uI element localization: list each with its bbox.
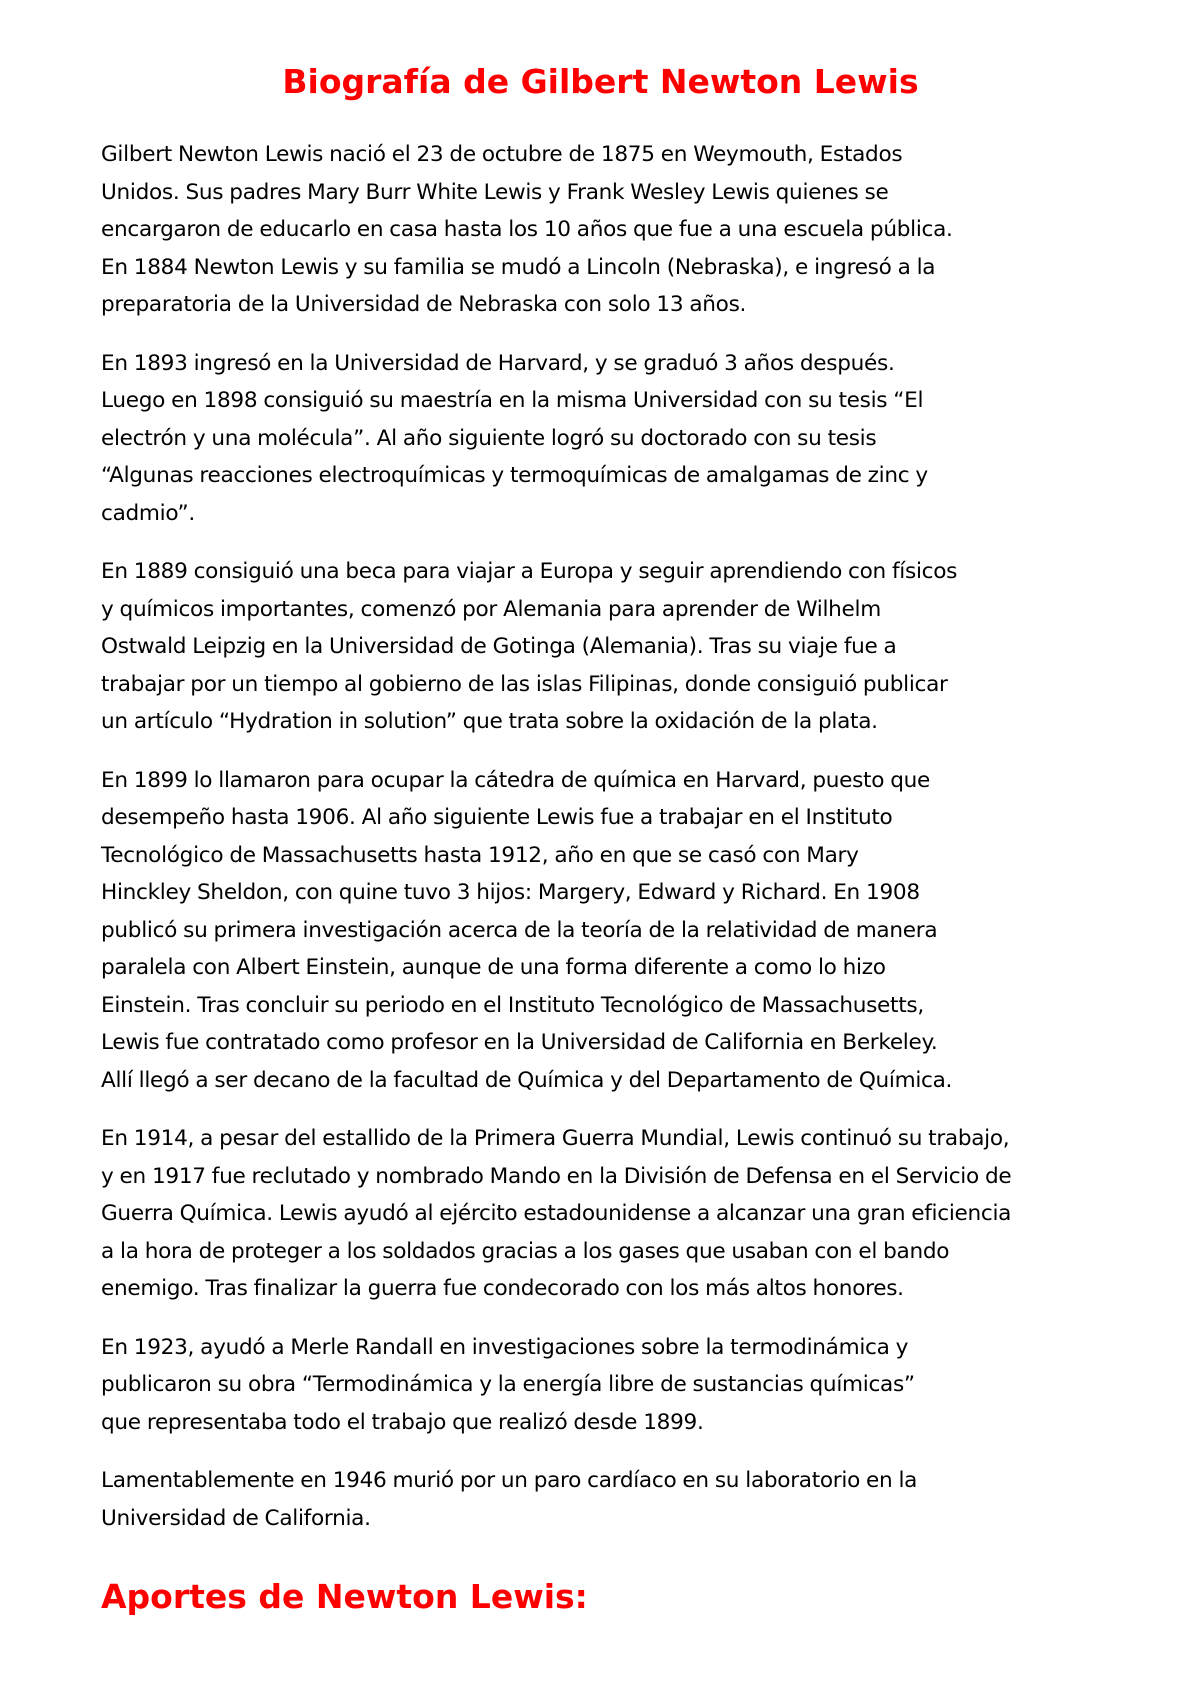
section-heading-contributions: Aportes de Newton Lewis: bbox=[101, 1577, 588, 1616]
paragraph-education: En 1893 ingresó en la Universidad de Harvard, y se graduó 3 años después. Luego en 1898 consiguió su maestría en la misma Universidad con su tesis “El electrón y una molécula”. Al año siguiente logró su doctorado con su tesis “Algunas reacciones electroquímicas y termoquímicas de amalgamas de zinc y cadmio”. bbox=[101, 350, 928, 526]
paragraph-war: En 1914, a pesar del estallido de la Primera Guerra Mundial, Lewis continuó su trabajo, y en 1917 fue reclutado y nombrado Mando en la División de Defensa en el Servicio de Guerra Química. Lewis ayudó al ejército estadounidense a alcanzar una gran eficiencia a la hora de proteger a los soldados gracias a los gases que usaban con el bando enemigo. Tras finalizar la guerra fue condecorado con los más altos honores. bbox=[101, 1126, 1012, 1301]
paragraph-thermodynamics: En 1923, ayudó a Merle Randall en investigaciones sobre la termodinámica y publicaron su obra “Termodinámica y la energía libre de sustancias químicas” que representaba todo el trabajo que realizó desde 1899. bbox=[101, 1334, 915, 1435]
paragraph-career: En 1899 lo llamaron para ocupar la cátedra de química en Harvard, puesto que desempeño hasta 1906. Al año siguiente Lewis fue a trabajar en el Instituto Tecnológico de Massachusetts hasta 1912, año en que se casó con Mary Hinckley Sheldon, con quine tuvo 3 hijos: Margery, Edward y Richard. En 1908 publicó su primera investigación acerca de la teoría de la relatividad de manera paralela con Albert Einstein, aunque de una forma diferente a como lo hizo Einstein. Tras concluir su periodo en el Instituto Tecnológico de Massachusetts, Lewis fue contratado como profesor en la Universidad de California en Berkeley. Allí llegó a ser decano de la facultad de Química y del Departamento de Química. bbox=[101, 767, 953, 1093]
document-title: Biografía de Gilbert Newton Lewis bbox=[282, 62, 919, 101]
paragraph-death: Lamentablemente en 1946 murió por un paro cardíaco en su laboratorio en la Universidad de California. bbox=[101, 1468, 918, 1531]
paragraph-europe: En 1889 consiguió una beca para viajar a Europa y seguir aprendiendo con físicos y químicos importantes, comenzó por Alemania para aprender de Wilhelm Ostwald Leipzig en la Universidad de Gotinga (Alemania). Tras su viaje fue a trabajar por un tiempo al gobierno de las islas Filipinas, donde consiguió publicar un artículo “Hydration in solution” que trata sobre la oxidación de la plata. bbox=[101, 559, 958, 734]
paragraph-birth: Gilbert Newton Lewis nació el 23 de octubre de 1875 en Weymouth, Estados Unidos. Sus padres Mary Burr White Lewis y Frank Wesley Lewis quienes se encargaron de educarlo en casa hasta los 10 años que fue a una escuela pública. En 1884 Newton Lewis y su familia se mudó a Lincoln (Nebraska), e ingresó a la preparatoria de la Universidad de Nebraska con solo 13 años. bbox=[101, 142, 953, 317]
